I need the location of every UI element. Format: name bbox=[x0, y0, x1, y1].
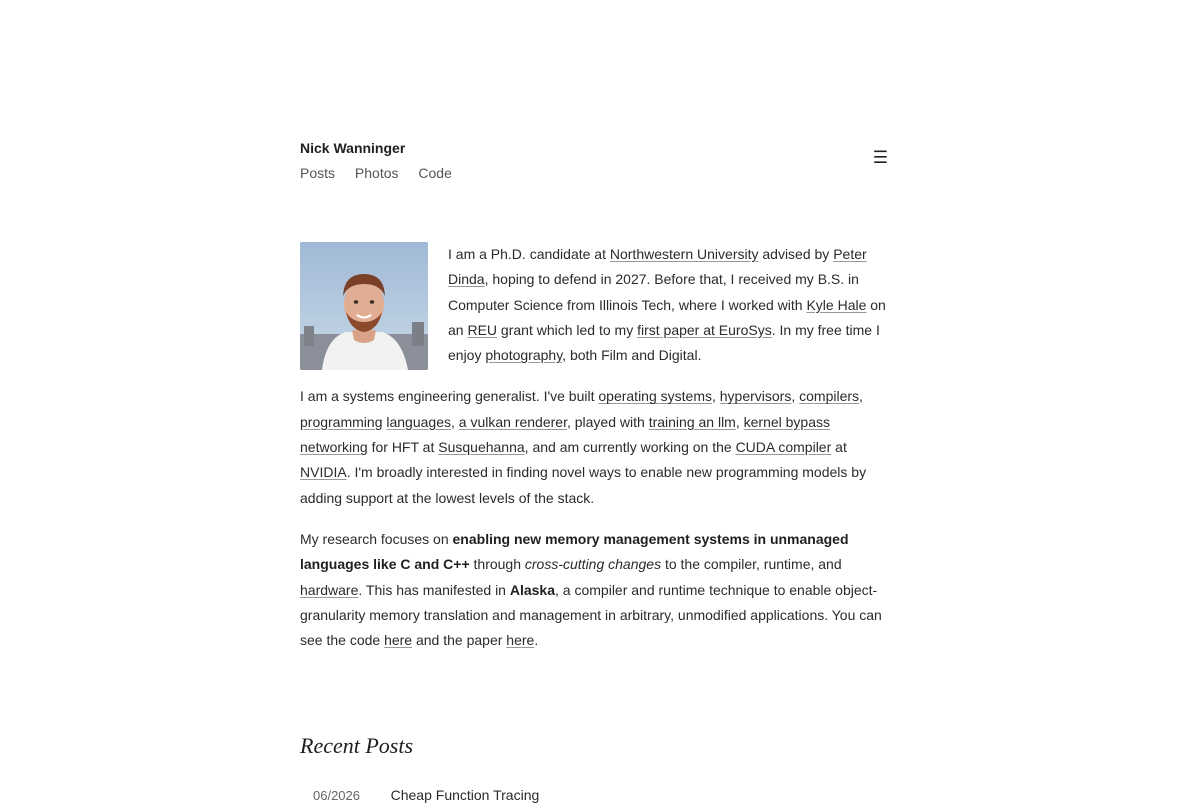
text-run: and the paper bbox=[412, 632, 507, 649]
inline-link[interactable]: Peter Dinda bbox=[448, 246, 867, 288]
nav-photos[interactable]: Photos bbox=[354, 165, 399, 181]
text-run: I am a Ph.D. candidate at bbox=[448, 246, 610, 262]
inline-link[interactable]: photography bbox=[485, 347, 563, 364]
text-run: My research focuses on bbox=[300, 530, 453, 547]
inline-link[interactable]: kernel bypass networking bbox=[300, 413, 831, 456]
italic-text: cross-cutting changes bbox=[524, 556, 662, 573]
text-run: through bbox=[469, 556, 525, 573]
text-run: at bbox=[831, 439, 847, 456]
text-run: , bbox=[859, 388, 863, 405]
post-title-link[interactable]: Cheap Function Tracing bbox=[390, 787, 540, 803]
inline-link[interactable]: CUDA compiler bbox=[735, 439, 832, 456]
bold-text: Alaska bbox=[509, 581, 556, 598]
inline-link[interactable]: first paper at EuroSys bbox=[637, 321, 772, 338]
text-run: grant which led to my bbox=[497, 321, 638, 338]
post-row[interactable] bbox=[313, 787, 539, 803]
profile-photo bbox=[300, 242, 428, 370]
intro-paragraph-3 bbox=[300, 527, 900, 653]
main-nav bbox=[300, 165, 468, 181]
text-run: on an bbox=[448, 296, 886, 338]
text-run: , both Film and Digital. bbox=[562, 347, 702, 364]
inline-link[interactable]: compilers bbox=[799, 388, 860, 405]
inline-link[interactable]: NVIDIA bbox=[300, 464, 347, 481]
avatar bbox=[300, 242, 428, 370]
text-run: . This has manifested in bbox=[358, 581, 510, 598]
site-header bbox=[300, 138, 900, 188]
inline-link[interactable]: programming bbox=[300, 413, 383, 430]
text-run: , bbox=[711, 388, 720, 405]
inline-link[interactable]: Susquehanna bbox=[438, 439, 525, 456]
text-run: , a compiler and runtime technique to enable object-granularity memory translation and management in arbitrary, unmodified applications. You can see the code bbox=[300, 581, 882, 649]
bold-text: enabling new memory management systems in unmanaged languages like C and C++ bbox=[300, 530, 849, 573]
nav-posts[interactable]: Posts bbox=[300, 165, 336, 181]
hamburger-menu-icon[interactable]: ☰ bbox=[872, 148, 888, 167]
inline-link[interactable]: training an llm bbox=[648, 413, 736, 430]
intro-section bbox=[300, 242, 900, 669]
inline-link[interactable]: REU bbox=[467, 321, 498, 338]
text-run: , hoping to defend in 2027. Before that, I received my B.S. in Computer Science from Illinois Tech, where I worked with bbox=[448, 271, 859, 313]
text-run: I am a systems engineering generalist. I've built bbox=[300, 388, 599, 405]
post-date: 06/2026 bbox=[313, 788, 360, 803]
recent-posts-section bbox=[300, 733, 900, 803]
text-run: , and am currently working on the bbox=[524, 439, 736, 456]
text-run: , bbox=[451, 413, 459, 430]
recent-posts-heading: Recent Posts bbox=[300, 733, 414, 758]
inline-link[interactable]: operating systems bbox=[598, 388, 712, 405]
inline-link[interactable]: languages bbox=[386, 413, 451, 430]
site-title[interactable]: Nick Wanninger bbox=[300, 140, 406, 156]
text-run: , bbox=[791, 388, 800, 405]
inline-link[interactable]: here bbox=[384, 632, 413, 649]
text-run: . In my free time I enjoy bbox=[448, 321, 880, 364]
inline-link[interactable]: here bbox=[506, 632, 535, 649]
nav-code[interactable]: Code bbox=[418, 165, 452, 181]
text-run: , bbox=[735, 413, 744, 430]
text-run: . I'm broadly interested in finding novel ways to enable new programming models by adding support at the lowest levels of the stack. bbox=[300, 464, 867, 506]
inline-link[interactable]: hypervisors bbox=[719, 388, 792, 405]
intro-paragraph-2 bbox=[300, 384, 900, 510]
text-run: to the compiler, runtime, and bbox=[661, 556, 842, 573]
text-run: advised by bbox=[758, 246, 834, 262]
inline-link[interactable]: Northwestern University bbox=[609, 246, 759, 262]
inline-link[interactable]: a vulkan renderer bbox=[458, 413, 567, 430]
text-run: for HFT at bbox=[367, 439, 439, 456]
text-run: , played with bbox=[566, 413, 649, 430]
text-run: . bbox=[534, 632, 539, 649]
inline-link[interactable]: Kyle Hale bbox=[806, 296, 867, 313]
inline-link[interactable]: hardware bbox=[300, 581, 359, 598]
